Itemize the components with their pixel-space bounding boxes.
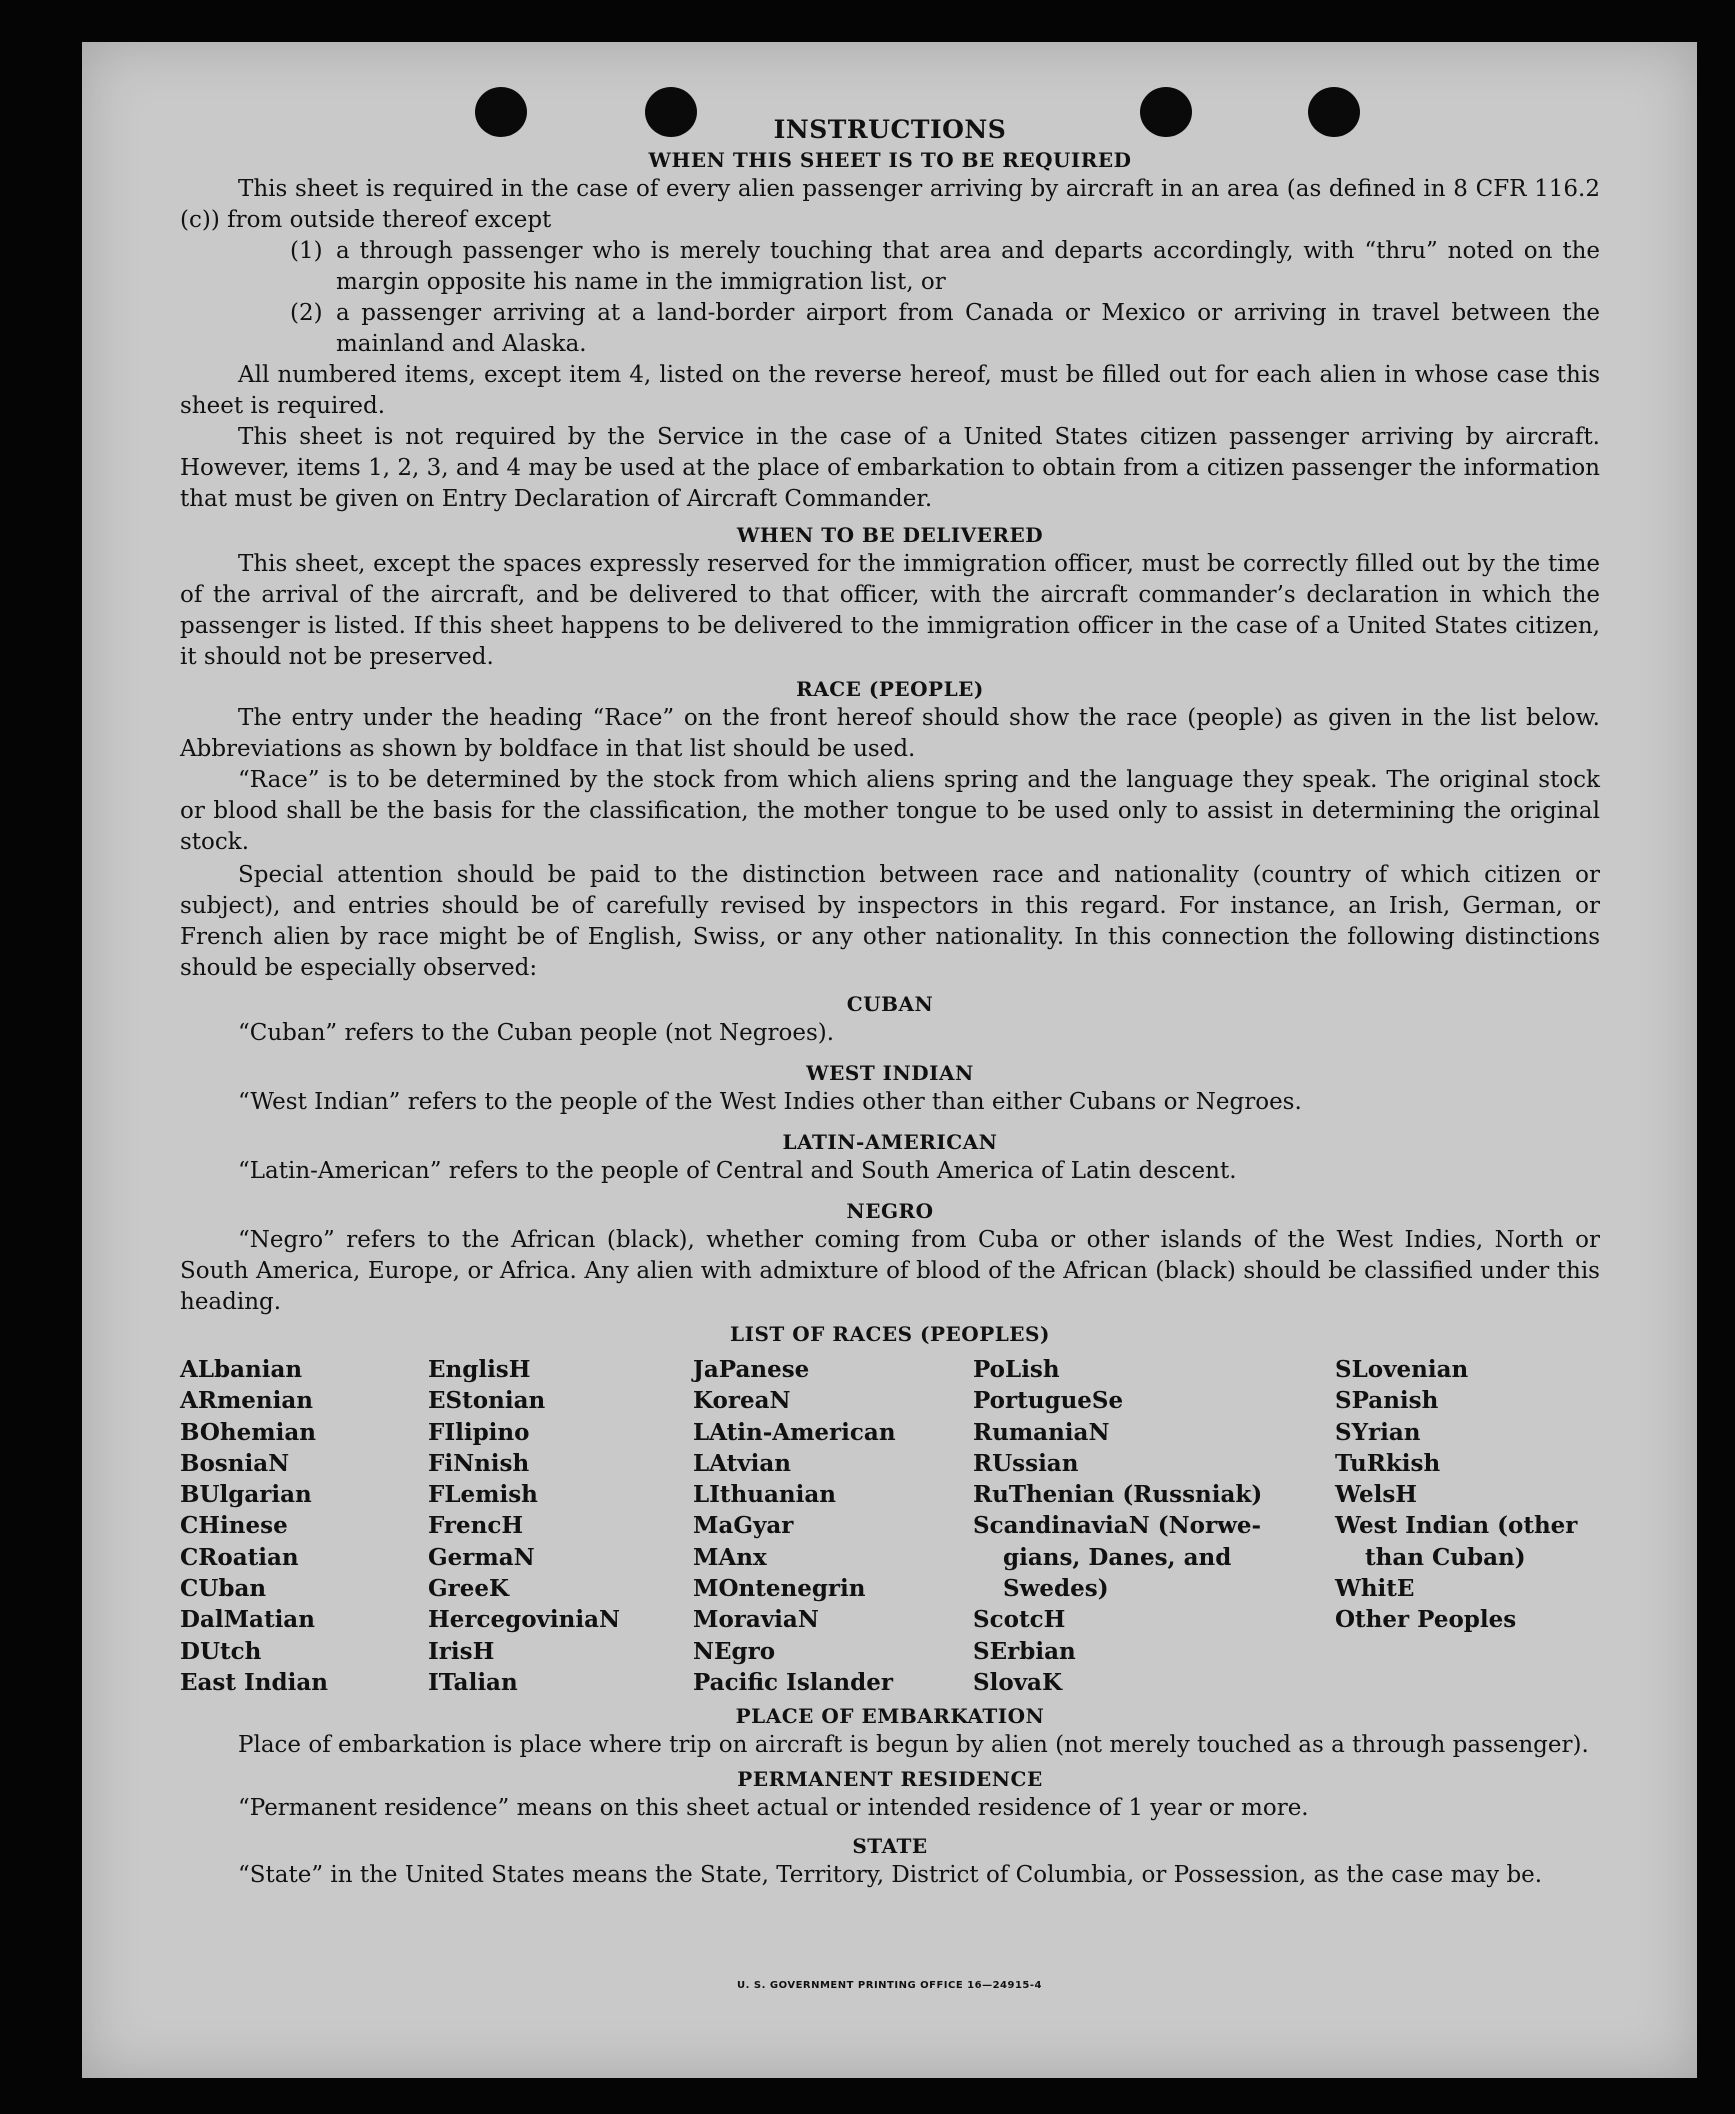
race-column — [428, 1354, 693, 1698]
race-entry: gians, Danes, and — [1003, 1543, 1232, 1571]
instructions-body — [180, 114, 1600, 1891]
heading-west-indian: WEST INDIAN — [806, 1061, 974, 1085]
race-entry: FIlipino — [428, 1418, 530, 1446]
race-entry: than Cuban) — [1365, 1543, 1526, 1571]
race-entry: RUssian — [973, 1449, 1079, 1477]
race-entry: IrisH — [428, 1637, 495, 1665]
race-entry: ALbanian — [180, 1356, 303, 1383]
race-column — [1335, 1354, 1600, 1698]
heading-state: STATE — [852, 1834, 928, 1859]
race-entry: KoreaN — [693, 1387, 791, 1415]
race-column — [180, 1354, 428, 1698]
race-entry: Other Peoples — [1335, 1606, 1517, 1634]
race-entry: ARmenian — [180, 1387, 314, 1415]
race-entry: MOntenegrin — [693, 1575, 866, 1603]
race-entry: RuThenian (Russniak) — [973, 1481, 1263, 1509]
race-entry: PortugueSe — [973, 1387, 1124, 1415]
race-entry: MAnx — [693, 1543, 767, 1571]
heading-latin-american: LATIN-AMERICAN — [782, 1130, 998, 1154]
race-entry: ScotcH — [973, 1606, 1066, 1634]
race-entry: CRoatian — [180, 1543, 299, 1571]
race-entry: SlovaK — [973, 1668, 1062, 1696]
heading-embarkation: PLACE OF EMBARKATION — [735, 1704, 1045, 1729]
race-entry: RumaniaN — [973, 1418, 1110, 1446]
race-entry: BUlgarian — [180, 1481, 312, 1509]
paragraph: All numbered items, except item 4, listed on the reverse hereof, must be filled out for each alien in whose case this sheet is required. — [180, 362, 1600, 419]
race-entry: NEgro — [693, 1637, 776, 1665]
item-text: a through passenger who is merely touching that area and departs accordingly, with “thru” noted on the margin opposite his name in the immigration list, or — [336, 238, 1600, 295]
heading-negro: NEGRO — [846, 1199, 934, 1223]
race-entry: WhitE — [1335, 1575, 1415, 1603]
race-entry: BOhemian — [180, 1418, 316, 1446]
page-title: INSTRUCTIONS — [773, 115, 1007, 144]
list-item — [180, 298, 1600, 360]
item-text: a passenger arriving at a land-border airport from Canada or Mexico or arriving in travel between the mainland and Alaska. — [336, 300, 1600, 357]
paragraph: “Cuban” refers to the Cuban people (not Negroes). — [238, 1020, 835, 1046]
heading-race: RACE (PEOPLE) — [796, 677, 984, 701]
race-entry: CUban — [180, 1575, 267, 1603]
race-entry: LIthuanian — [693, 1481, 836, 1509]
race-entry: ITalian — [428, 1668, 518, 1696]
race-entry: HercegoviniaN — [428, 1606, 621, 1634]
paragraph: Place of embarkation is place where trip on aircraft is begun by alien (not merely touched as a through passenger). — [238, 1732, 1589, 1759]
paragraph: “West Indian” refers to the people of the West Indies other than either Cubans or Negroes. — [238, 1089, 1302, 1115]
race-entry: FLemish — [428, 1481, 538, 1509]
race-entry: SYrian — [1335, 1418, 1421, 1446]
race-entry: SErbian — [973, 1637, 1076, 1665]
race-entry: DUtch — [180, 1637, 262, 1665]
paragraph: The entry under the heading “Race” on the front hereof should show the race (people) as given in the list below. Abbreviations as shown by boldface in that list should be used. — [180, 705, 1600, 762]
race-entry: PoLish — [973, 1356, 1060, 1383]
race-entry: FrencH — [428, 1512, 524, 1540]
document-sheet — [82, 42, 1697, 2078]
race-entry: MoraviaN — [693, 1606, 819, 1634]
paragraph: “Race” is to be determined by the stock from which aliens spring and the language they speak. The original stock or blood shall be the basis for the classification, the mother tongue to be used only to assist in determining the original stock. — [180, 767, 1600, 855]
paragraph: This sheet is not required by the Service in the case of a United States citizen passenger arriving by aircraft. However, items 1, 2, 3, and 4 may be used at the place of embarkation to obtain from a citizen passenger the information that must be given on Entry Declaration of Aircraft Commander. — [180, 424, 1600, 512]
paragraph: “Latin-American” refers to the people of Central and South America of Latin descent. — [238, 1158, 1237, 1184]
race-entry: SLovenian — [1335, 1356, 1469, 1383]
paragraph: “Negro” refers to the African (black), whether coming from Cuba or other islands of the West Indies, North or South America, Europe, or Africa. Any alien with admixture of blood of the African (black) should be classified under this heading. — [180, 1227, 1600, 1315]
race-entry: FiNnish — [428, 1449, 530, 1477]
race-entry: SPanish — [1335, 1387, 1439, 1415]
paragraph: “State” in the United States means the State, Territory, District of Columbia, or Possession, as the case may be. — [238, 1862, 1543, 1889]
race-entry: EnglisH — [428, 1356, 531, 1383]
paragraph: Special attention should be paid to the distinction between race and nationality (country of which citizen or subject), and entries should be of carefully revised by inspectors in this regard. For instance, an Irish, German, or French alien by race might be of English, Swiss, or any other nationality. In this connection the following distinctions should be especially observed: — [180, 862, 1600, 981]
heading-permanent-residence: PERMANENT RESIDENCE — [737, 1767, 1043, 1792]
race-entry: Pacific Islander — [693, 1668, 893, 1696]
race-entry: CHinese — [180, 1512, 288, 1540]
race-entry: GermaN — [428, 1543, 535, 1571]
heading-when-delivered: WHEN TO BE DELIVERED — [736, 523, 1044, 547]
paragraph: This sheet is required in the case of every alien passenger arriving by aircraft in an area (as defined in 8 CFR 116.2 (c)) from outside thereof except — [180, 176, 1600, 233]
race-entry: JaPanese — [693, 1356, 810, 1383]
race-entry: WelsH — [1335, 1481, 1418, 1509]
paragraph: “Permanent residence” means on this sheet actual or intended residence of 1 year or more. — [238, 1795, 1309, 1822]
paragraph: This sheet, except the spaces expressly reserved for the immigration officer, must be correctly filled out by the time of the arrival of the aircraft, and be delivered to that officer, with the aircraft commander’s declaration in which the passenger is listed. If this sheet happens to be delivered to the immigration officer in the case of a United States citizen, it should not be preserved. — [180, 551, 1600, 670]
race-entry: LAtvian — [693, 1449, 791, 1477]
race-entry: TuRkish — [1335, 1449, 1441, 1477]
race-entry: MaGyar — [693, 1512, 794, 1540]
list-item — [180, 236, 1600, 298]
race-entry: DalMatian — [180, 1606, 315, 1634]
race-column — [973, 1354, 1335, 1698]
race-entry: Swedes) — [1003, 1575, 1109, 1603]
race-entry: BosniaN — [180, 1449, 290, 1477]
heading-list-of-races: LIST OF RACES (PEOPLES) — [730, 1322, 1050, 1346]
race-entry: East Indian — [180, 1668, 328, 1696]
race-column — [693, 1354, 973, 1698]
heading-when-required: WHEN THIS SHEET IS TO BE REQUIRED — [648, 148, 1132, 172]
heading-cuban: CUBAN — [846, 992, 934, 1016]
printing-office-footer: U. S. GOVERNMENT PRINTING OFFICE 16—24915-4 — [737, 1980, 1042, 1991]
item-number: (1) — [290, 238, 323, 264]
race-entry: EStonian — [428, 1387, 546, 1415]
race-entry: LAtin-American — [693, 1418, 896, 1446]
item-number: (2) — [290, 300, 323, 326]
race-list — [180, 1354, 1600, 1698]
race-entry: West Indian (other — [1335, 1512, 1578, 1540]
race-entry: GreeK — [428, 1575, 510, 1603]
race-entry: ScandinaviaN (Norwe- — [973, 1512, 1262, 1540]
